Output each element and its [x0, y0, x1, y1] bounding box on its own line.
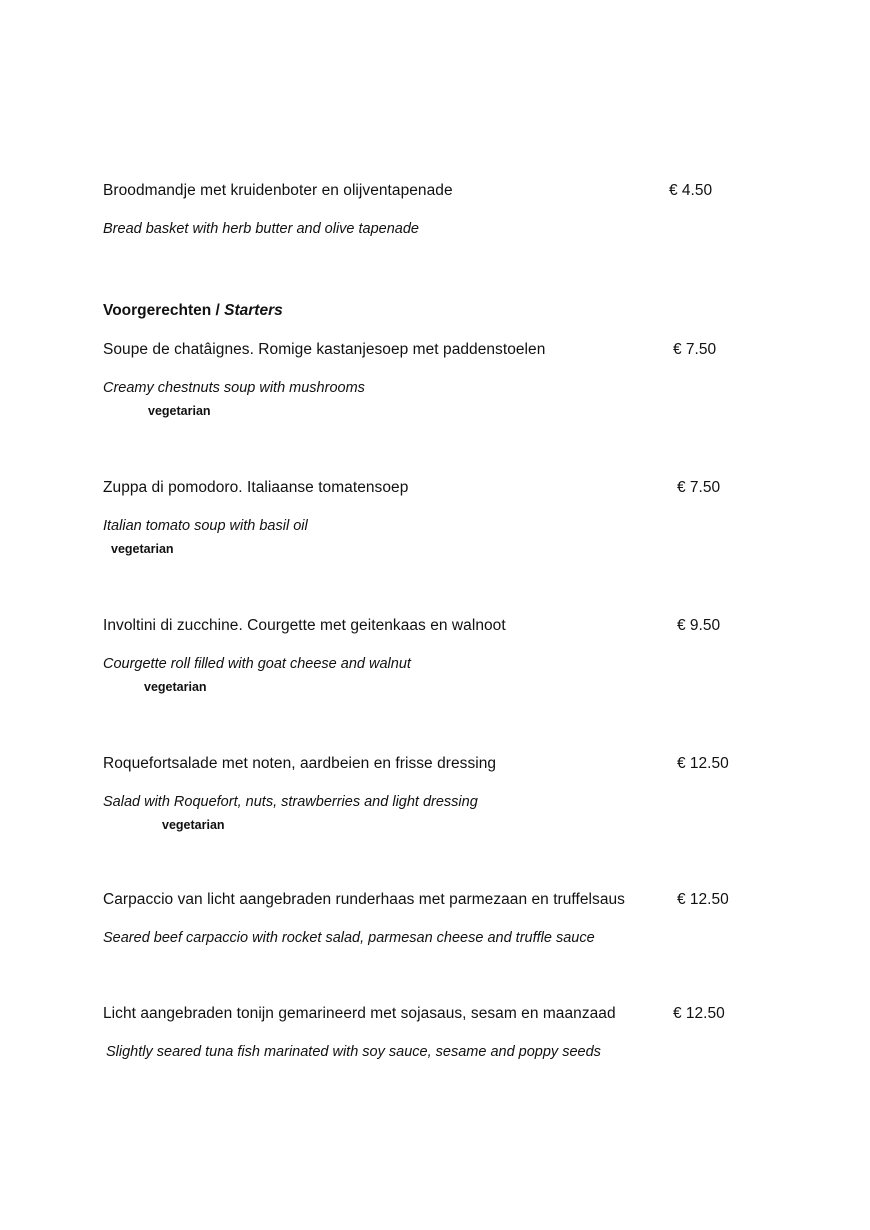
starter-5-price: € 12.50 [677, 891, 729, 908]
starter-5-name: Carpaccio van licht aangebraden runderhaas met parmezaan en truffelsaus [103, 891, 625, 908]
bread-name: Broodmandje met kruidenboter en olijventapenade [103, 182, 453, 199]
starter-2-price: € 7.50 [677, 479, 721, 496]
starter-2-tag: vegetarian [111, 542, 174, 556]
starter-3-description: Courgette roll filled with goat cheese and walnut [103, 656, 411, 672]
starter-3-price: € 9.50 [677, 617, 721, 634]
starter-6-name: Licht aangebraden tonijn gemarineerd met sojasaus, sesam en maanzaad [103, 1005, 616, 1022]
starter-6-price: € 12.50 [673, 1005, 725, 1022]
starter-6-description: Slightly seared tuna fish marinated with soy sauce, sesame and poppy seeds [106, 1044, 601, 1060]
starter-4-name: Roquefortsalade met noten, aardbeien en frisse dressing [103, 755, 497, 772]
starter-1-tag: vegetarian [148, 404, 211, 418]
starter-1-name: Soupe de chatâignes. Romige kastanjesoep met paddenstoelen [103, 341, 546, 358]
starter-1-price: € 7.50 [673, 341, 717, 358]
starter-4-description: Salad with Roquefort, nuts, strawberries and light dressing [103, 794, 478, 810]
section-title [103, 302, 283, 320]
starter-2-description: Italian tomato soup with basil oil [103, 518, 308, 534]
bread-description: Bread basket with herb butter and olive tapenade [103, 221, 419, 237]
starter-4-tag: vegetarian [162, 818, 225, 832]
starter-2-name: Zuppa di pomodoro. Italiaanse tomatensoep [103, 479, 409, 496]
starter-3-name: Involtini di zucchine. Courgette met geitenkaas en walnoot [103, 617, 506, 634]
starter-1-description: Creamy chestnuts soup with mushrooms [103, 380, 365, 396]
section-title-en: Starters [224, 302, 283, 319]
starter-5-description: Seared beef carpaccio with rocket salad, parmesan cheese and truffle sauce [103, 930, 595, 946]
section-title-nl: Voorgerechten / [103, 302, 225, 319]
starter-4-price: € 12.50 [677, 755, 729, 772]
bread-price: € 4.50 [669, 182, 713, 199]
starter-3-tag: vegetarian [144, 680, 207, 694]
